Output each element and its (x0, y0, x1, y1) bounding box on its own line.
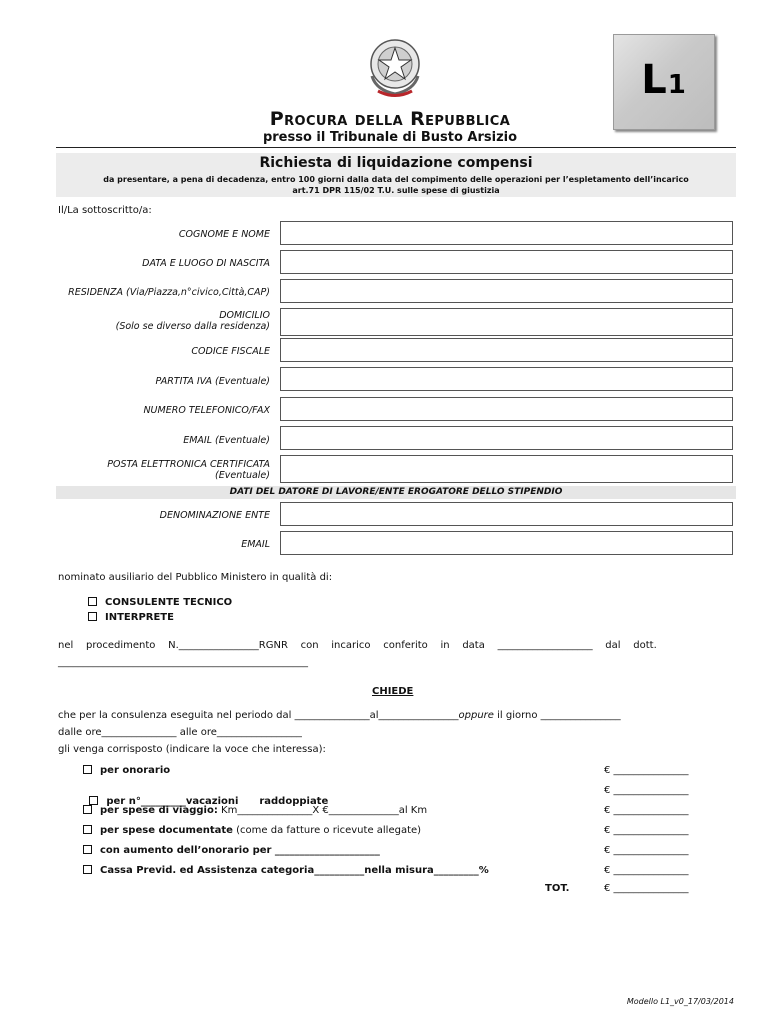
badge-letter: L (641, 57, 668, 103)
label-data-luogo-nascita: DATA E LUOGO DI NASCITA (142, 258, 270, 269)
denominazione-ente-field[interactable] (280, 502, 733, 526)
label-cognome-nome: COGNOME E NOME (178, 229, 270, 240)
euro-onorario[interactable]: € _______________ (604, 765, 689, 776)
item-spese-documentate[interactable] (83, 825, 421, 836)
label-email: EMAIL (Eventuale) (183, 435, 270, 446)
label-telefono-fax: NUMERO TELEFONICO/FAX (143, 405, 270, 416)
item-cassa-previdenza-label: Cassa Previd. ed Assistenza categoria__________nella misura_________% (100, 865, 489, 876)
consulente-tecnico-checkbox[interactable] (88, 597, 97, 606)
euro-aumento-onorario[interactable]: € _______________ (604, 845, 689, 856)
hours-line: dalle ore_______________ alle ore_________________ (58, 727, 302, 738)
appointment-intro: nominato ausiliario del Pubblico Ministero in qualità di: (58, 572, 333, 583)
form-title: Richiesta di liquidazione compensi (259, 155, 533, 171)
partita-iva-field[interactable] (280, 367, 733, 391)
label-employer-email: EMAIL (241, 539, 270, 550)
label-domicilio-sub: (Solo se diverso dalla residenza) (115, 321, 270, 332)
label-partita-iva: PARTITA IVA (Eventuale) (155, 376, 270, 387)
period-single-day: il giorno ________________ (493, 710, 621, 721)
form-note (56, 174, 736, 196)
label-pec-sub: (Eventuale) (215, 470, 270, 481)
spese-viaggio-checkbox[interactable] (83, 805, 92, 814)
item-spese-documentate-detail: (come da fatture o ricevute allegate) (232, 825, 422, 836)
period-range: che per la consulenza eseguita nel periodo dal _______________al________________ (58, 710, 459, 721)
role-interprete[interactable] (88, 612, 174, 623)
label-residenza: RESIDENZA (Via/Piazza,n°civico,Città,CAP) (68, 287, 270, 298)
domicilio-field[interactable] (280, 308, 733, 336)
codice-fiscale-field[interactable] (280, 338, 733, 362)
instruction-line: gli venga corrisposto (indicare la voce che interessa): (58, 744, 326, 755)
aumento-onorario-checkbox[interactable] (83, 845, 92, 854)
item-spese-viaggio[interactable] (83, 805, 427, 816)
signatory-intro: Il/La sottoscritto/a: (58, 205, 152, 216)
item-spese-documentate-label: per spese documentate (100, 825, 233, 836)
euro-total[interactable]: € _______________ (604, 883, 689, 894)
label-domicilio (0, 310, 270, 332)
procedure-line: nel procedimento N.________________RGNR con incarico conferito in data ___________________ dal dott. (58, 640, 657, 651)
item-spese-viaggio-detail: Km_______________X €______________al Km (217, 805, 428, 816)
office-subtitle: presso il Tribunale di Busto Arsizio (262, 130, 518, 145)
vacazioni-checkbox[interactable] (89, 796, 98, 805)
item-onorario-label: per onorario (100, 765, 171, 776)
euro-spese-documentate[interactable]: € _______________ (604, 825, 689, 836)
badge-number: 1 (667, 70, 687, 100)
pec-field[interactable] (280, 455, 733, 483)
label-pec-main: POSTA ELETTRONICA CERTIFICATA (107, 459, 270, 470)
header-divider (56, 147, 736, 148)
cassa-previdenza-checkbox[interactable] (83, 865, 92, 874)
data-luogo-nascita-field[interactable] (280, 250, 733, 274)
form-code-badge (613, 34, 715, 130)
model-version: Modello L1_v0_17/03/2014 (626, 997, 734, 1006)
spese-documentate-checkbox[interactable] (83, 825, 92, 834)
euro-spese-viaggio[interactable]: € _______________ (604, 805, 689, 816)
euro-cassa-previdenza[interactable]: € _______________ (604, 865, 689, 876)
role-consulente-tecnico-label: CONSULENTE TECNICO (105, 597, 233, 608)
label-denominazione-ente: DENOMINAZIONE ENTE (159, 510, 270, 521)
employer-email-field[interactable] (280, 531, 733, 555)
total-label: TOT. (545, 883, 570, 894)
item-aumento-onorario[interactable] (83, 845, 380, 856)
form-note-line-1: da presentare, a pena di decadenza, entro 100 giorni dalla data del compimento delle operazioni per l’espletamento dell’incarico (103, 175, 689, 184)
item-spese-viaggio-label: per spese di viaggio: (100, 805, 218, 816)
label-pec (0, 459, 270, 481)
form-note-line-2: art.71 DPR 115/02 T.U. sulle spese di giustizia (292, 186, 500, 195)
item-vacazioni-label: per n°_________vacazioni raddoppiate (106, 796, 329, 807)
telefono-fax-field[interactable] (280, 397, 733, 421)
interprete-checkbox[interactable] (88, 612, 97, 621)
role-interprete-label: INTERPRETE (105, 612, 174, 623)
euro-vacazioni[interactable]: € _______________ (604, 785, 689, 796)
procedure-line-2: __________________________________________________ (58, 657, 308, 668)
onorario-checkbox[interactable] (83, 765, 92, 774)
cognome-nome-field[interactable] (280, 221, 733, 245)
employer-section-title: DATI DEL DATORE DI LAVORE/ENTE EROGATORE DELLO STIPENDIO (229, 487, 563, 497)
republic-emblem-icon (364, 36, 426, 102)
office-title: Procura della Repubblica (269, 108, 511, 130)
period-line (58, 710, 621, 721)
item-cassa-previdenza[interactable] (83, 865, 489, 876)
label-domicilio-main: DOMICILIO (219, 310, 270, 321)
email-field[interactable] (280, 426, 733, 450)
item-onorario[interactable] (83, 765, 170, 776)
item-vacazioni[interactable] (83, 785, 328, 807)
chiede-heading: CHIEDE (372, 686, 414, 697)
role-consulente-tecnico[interactable] (88, 597, 232, 608)
item-aumento-onorario-label: con aumento dell’onorario per _____________________ (100, 845, 380, 856)
period-oppure: oppure (458, 710, 494, 721)
label-codice-fiscale: CODICE FISCALE (191, 346, 270, 357)
residenza-field[interactable] (280, 279, 733, 303)
